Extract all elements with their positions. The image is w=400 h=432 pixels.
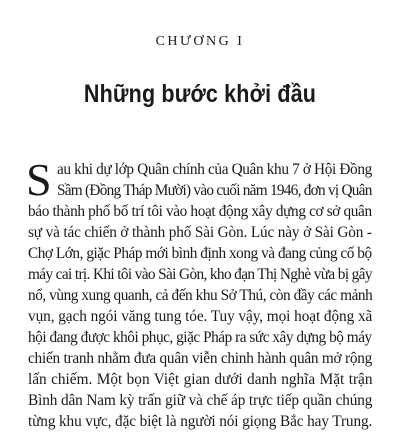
body-line: Sầm (Đồng Tháp Mười) vào cuối năm 1946, đơn vị Quân xyxy=(57,182,372,199)
body-line: vụn, gạch ngói văng tung tóe. Tuy vậy, mọi hoạt động xã xyxy=(28,308,373,325)
body-line: Bình dân Nam kỳ trấn giữ và chế áp trực tiếp quần chúng xyxy=(28,392,373,409)
chapter-label: CHƯƠNG I xyxy=(155,34,245,49)
body-line: Chợ Lớn, giặc Pháp mới bình định xong và đang củng cố bộ xyxy=(28,245,372,262)
chapter-title: Những bước khởi đầu xyxy=(83,80,317,108)
body-line: từng khu vực, đặc biệt là người nói giọng Bắc hay Trung. xyxy=(28,413,373,430)
body-line: báo thành phố bố trí tôi vào hoạt động xây dựng cơ sở quân xyxy=(28,203,372,220)
drop-cap: S xyxy=(26,154,52,205)
body-line: sự và tác chiến ở thành phố Sài Gòn. Lúc này ở Sài Gòn - xyxy=(28,224,372,241)
body-line: nổ, vùng xung quanh, cả đến khu Sở Thú, còn đầy các mảnh xyxy=(28,287,373,304)
body-line: máy cai trị. Khi tôi vào Sài Gòn, kho đạn Thị Nghè vừa bị gây xyxy=(28,266,372,283)
body-line: lấn chiếm. Một bọn Việt gian dưới danh nghĩa Mặt trận xyxy=(28,371,373,388)
body-line: chiến tranh nhằm đưa quân viễn chinh hành quân mở rộng xyxy=(28,350,373,367)
body-line: hội đang được khôi phục, giặc Pháp ra sức xây dựng bộ máy xyxy=(28,329,372,346)
body-line: au khi dự lớp Quân chính của Quân khu 7 ở Hội Đồng xyxy=(57,161,372,178)
